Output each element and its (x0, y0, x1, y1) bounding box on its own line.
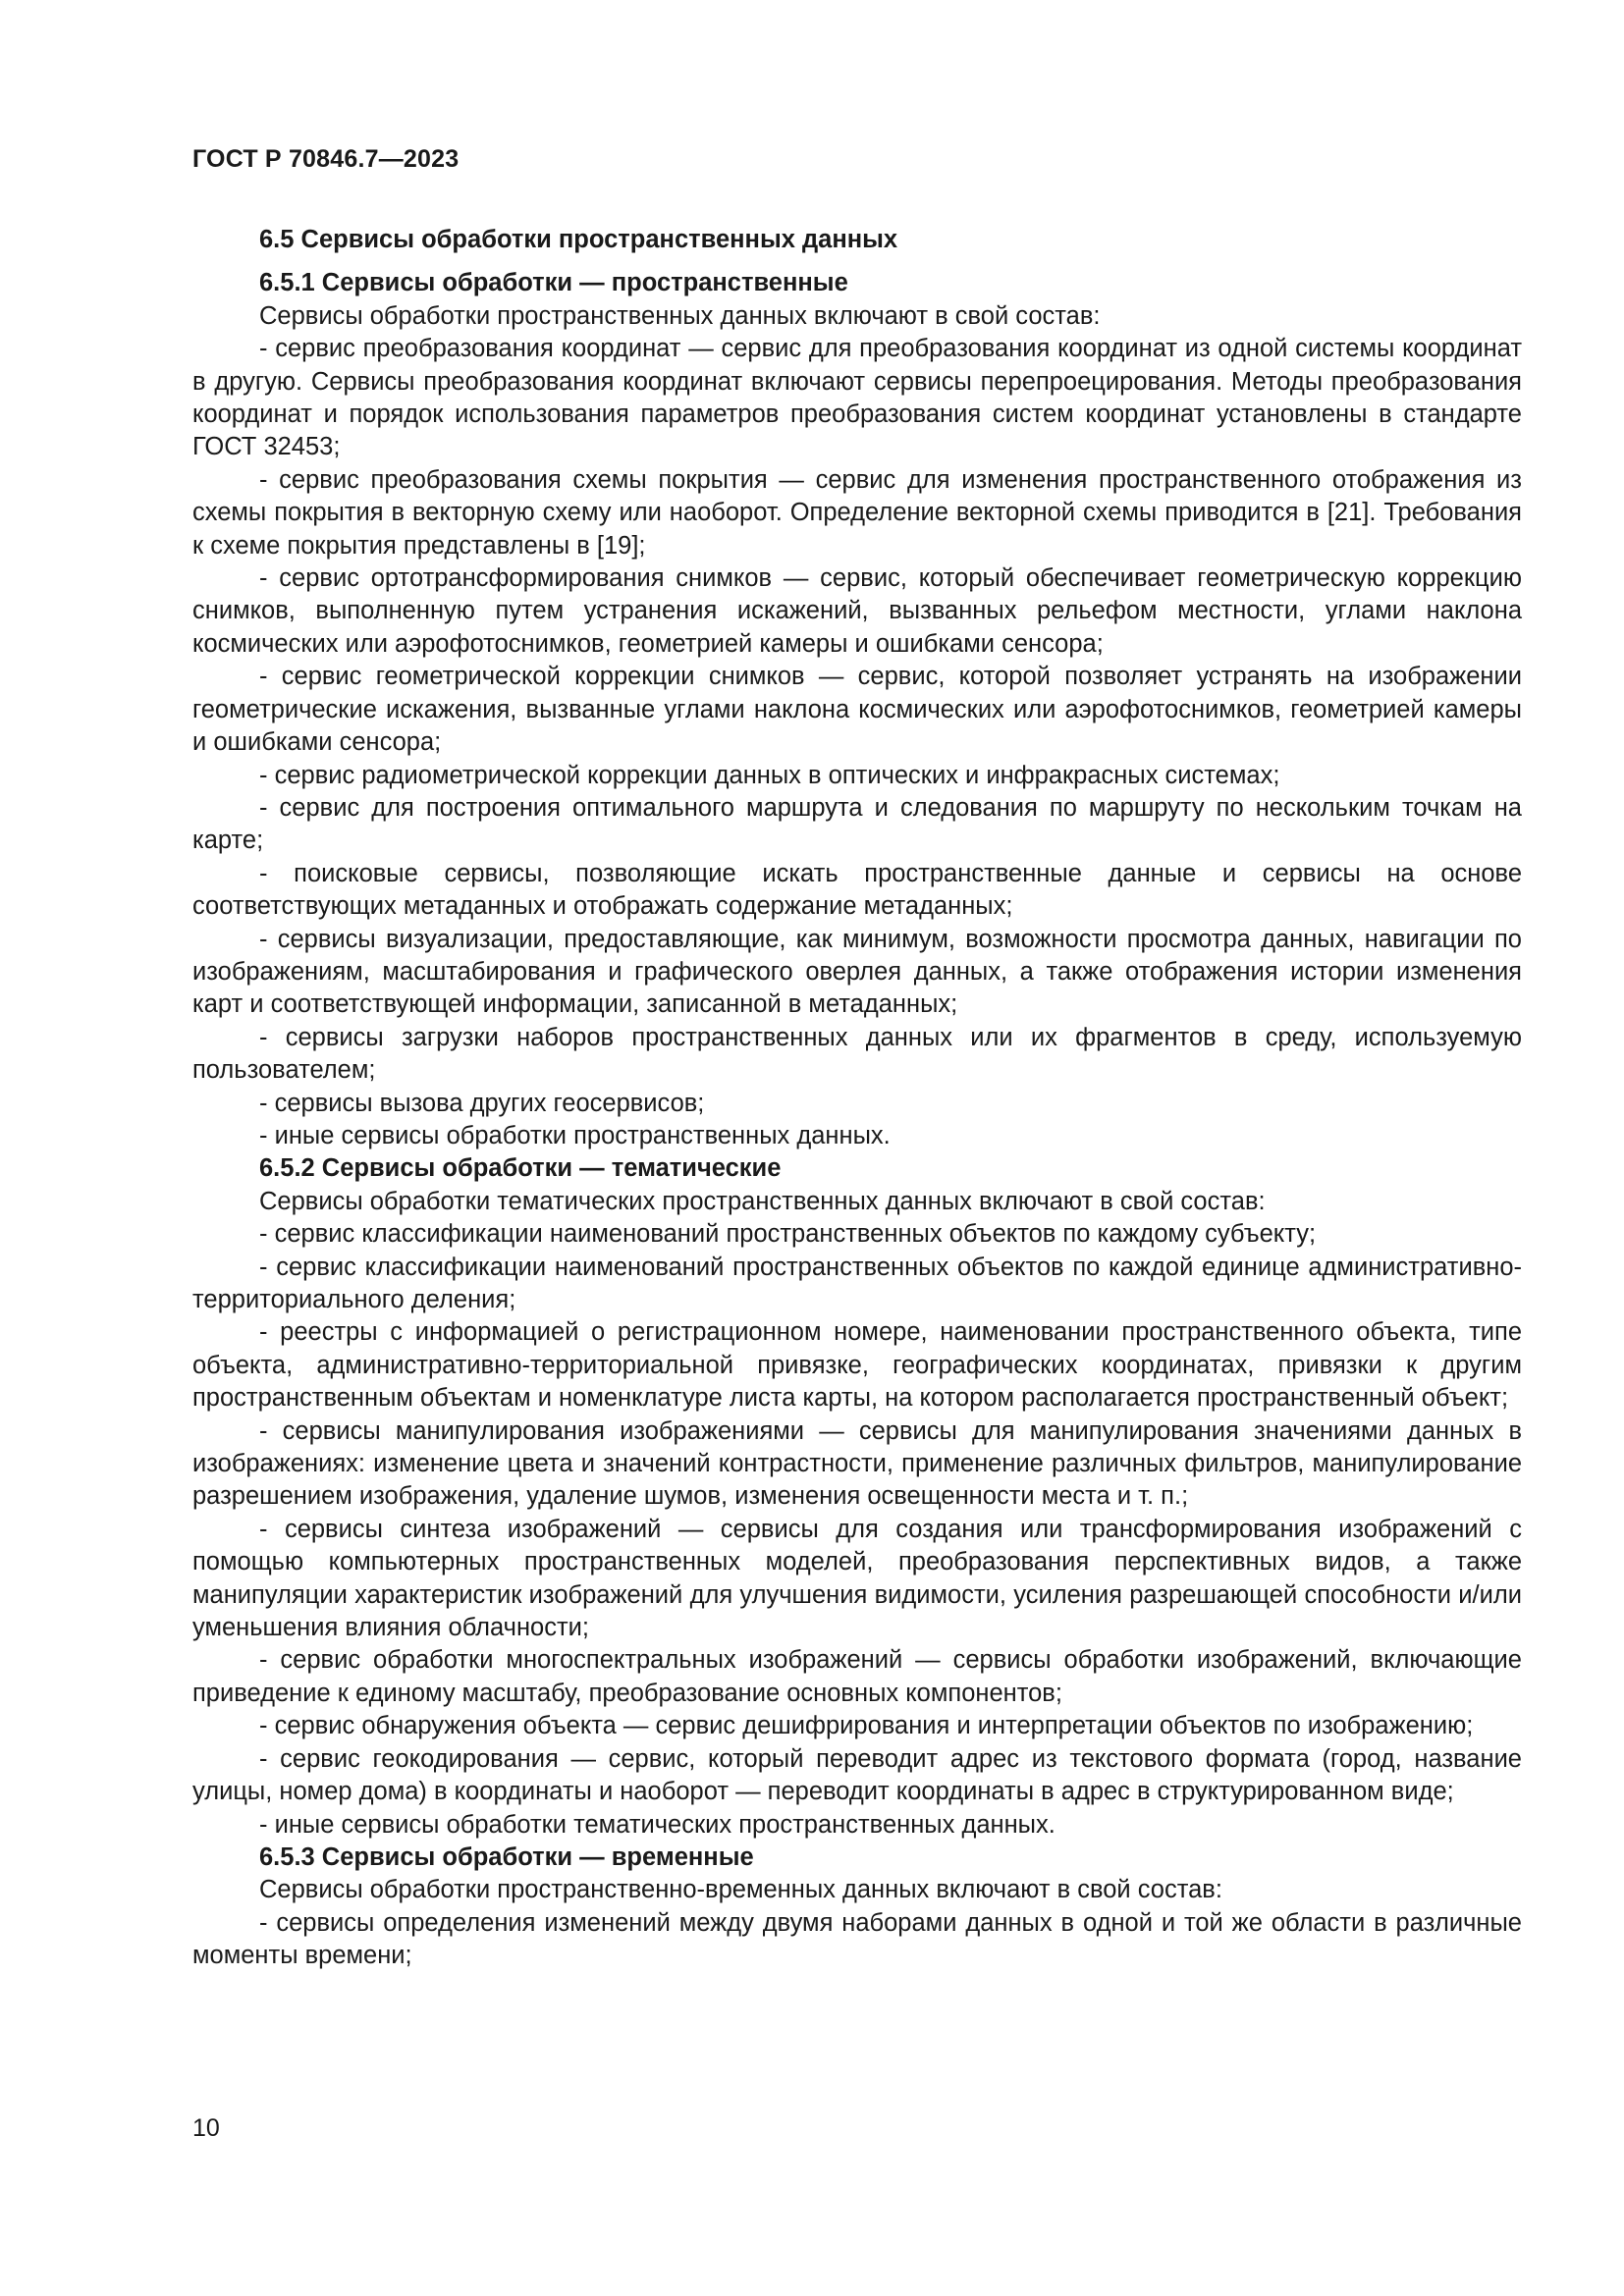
list-item: - поисковые сервисы, позволяющие искать пространственные данные и сервисы на основе соответствующих метаданных и отображать содержание метаданных; (192, 859, 1522, 921)
list-item: - сервисы загрузки наборов пространственных данных или их фрагментов в среду, используемую пользователем; (192, 1023, 1522, 1085)
list-item: - сервис ортотрансформирования снимков — сервис, который обеспечивает геометрическую коррекцию снимков, выполненную путем устранения искажений, вызванных рельефом местности, углами наклона космических или аэрофотоснимков, геометрией камеры и ошибками сенсора; (192, 564, 1522, 658)
paragraph: Сервисы обработки пространственно-временных данных включают в свой состав: (259, 1876, 1222, 1904)
subsection-spatial-body (192, 300, 1522, 1153)
list-item: - сервис обнаружения объекта — сервис дешифрирования и интерпретации объектов по изображению; (259, 1712, 1474, 1740)
list-item: - сервис классификации наименований пространственных объектов по каждому субъекту; (259, 1220, 1317, 1249)
list-item: - иные сервисы обработки пространственных данных. (259, 1121, 891, 1149)
paragraph: Сервисы обработки тематических пространственных данных включают в свой состав: (259, 1187, 1266, 1215)
list-item: - сервисы манипулирования изображениями — сервисы для манипулирования значениями данных в изображениях: изменение цвета и значений контрастности, применение различных фильтров, манипулирование разрешением изображения, удаление шумов, изменения освещенности места и т. п.; (192, 1416, 1522, 1511)
list-item: - сервисы синтеза изображений — сервисы для создания или трансформирования изображений с помощью компьютерных пространственных моделей, преобразования перспективных видов, а также манипуляции характеристик изображений для улучшения видимости, усиления разрешающей способности и/или уменьшения влияния облачности; (192, 1515, 1522, 1642)
list-item: - сервисы визуализации, предоставляющие, как минимум, возможности просмотра данных, навигации по изображениям, масштабирования и графического оверлея данных, а также отображения истории изменения карт и соответствующей информации, записанной в метаданных; (192, 925, 1522, 1019)
subsection-thematic-body (192, 1186, 1522, 1842)
list-item: - сервис обработки многоспектральных изображений — сервисы обработки изображений, включающие приведение к единому масштабу, преобразование основных компонентов; (192, 1646, 1522, 1707)
list-item: - сервис преобразования схемы покрытия — сервис для изменения пространственного отображения из схемы покрытия в векторную схему или наоборот. Определение векторной схемы приводится в [21]. Требования к схеме покрытия представлены в [19]; (192, 465, 1522, 560)
subsection-title-temporal: 6.5.3 Сервисы обработки — временные (259, 1842, 754, 1871)
list-item: - сервис геометрической коррекции снимков — сервис, которой позволяет устранять на изображении геометрические искажения, вызванные углами наклона космических или аэрофотоснимков, геометрией камеры и ошибками сенсора; (192, 663, 1522, 757)
list-item: - сервис радиометрической коррекции данных в оптических и инфракрасных системах; (259, 761, 1280, 789)
paragraph: Сервисы обработки пространственных данных включают в свой состав: (259, 301, 1101, 330)
document-body (192, 224, 1522, 1973)
page-number: 10 (192, 2114, 220, 2142)
list-item: - сервис преобразования координат — сервис для преобразования координат из одной системы координат в другую. Сервисы преобразования координат включают сервисы перепроецирования. Методы преобразования координат и порядок использования параметров преобразования систем координат установлены в стандарте ГОСТ 32453; (192, 335, 1522, 461)
list-item: - сервисы определения изменений между двумя наборами данных в одной и той же области в различные моменты времени; (192, 1908, 1522, 1970)
subsection-temporal-body (192, 1874, 1522, 1972)
list-item: - сервис классификации наименований пространственных объектов по каждой единице административно-территориального деления; (192, 1253, 1522, 1313)
list-item: - сервисы вызова других геосервисов; (259, 1089, 705, 1117)
document-code: ГОСТ Р 70846.7—2023 (192, 145, 460, 173)
list-item: - иные сервисы обработки тематических пространственных данных. (259, 1810, 1056, 1839)
subsection-title-thematic: 6.5.2 Сервисы обработки — тематические (259, 1154, 782, 1183)
list-item: - сервис для построения оптимального маршрута и следования по маршруту по нескольким точкам на карте; (192, 793, 1522, 855)
list-item: - сервис геокодирования — сервис, который переводит адрес из текстового формата (город, название улицы, номер дома) в координаты и наоборот — переводит координаты в адрес в структурированном виде; (192, 1744, 1522, 1806)
section-title: 6.5 Сервисы обработки пространственных данных (259, 226, 898, 253)
list-item: - реестры с информацией о регистрационном номере, наименовании пространственного объекта, типе объекта, административно-территориальной привязке, географических координатах, привязки к другим пространственным объектам и номенклатуре листа карты, на котором располагается пространственный объект; (192, 1318, 1522, 1413)
subsection-title-spatial: 6.5.1 Сервисы обработки — пространственные (259, 269, 848, 297)
